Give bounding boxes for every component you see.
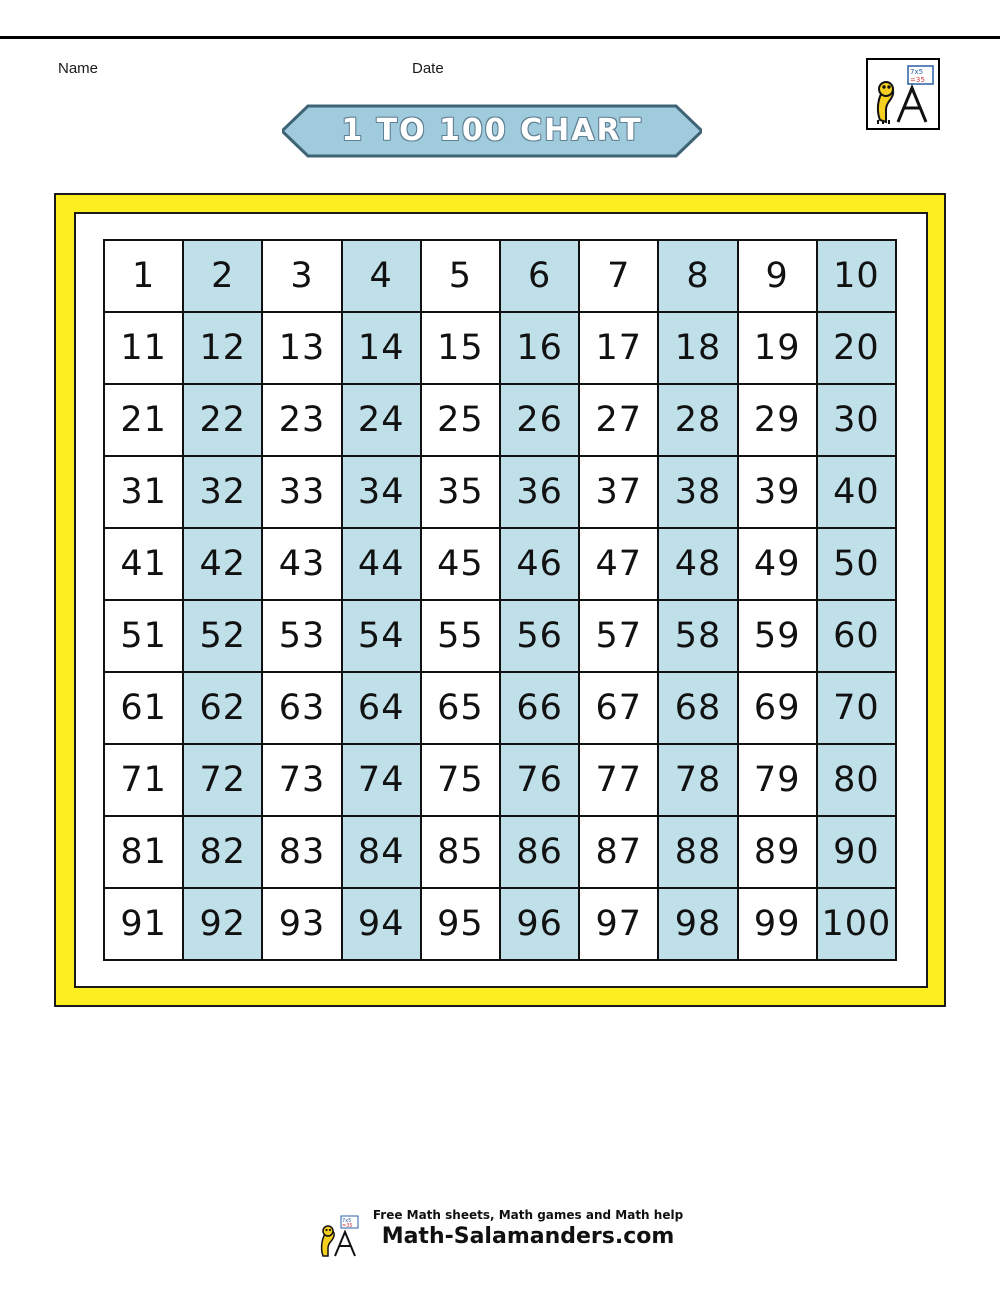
- chart-cell: 75: [422, 745, 501, 817]
- chart-cell: 98: [659, 889, 738, 961]
- chart-cell: 88: [659, 817, 738, 889]
- svg-text:7x5: 7x5: [910, 68, 924, 76]
- title-banner: [282, 104, 702, 158]
- hundred-chart-grid: [103, 239, 897, 961]
- chart-cell: 19: [739, 313, 818, 385]
- chart-cell: 7: [580, 241, 659, 313]
- chart-cell: 25: [422, 385, 501, 457]
- chart-cell: 42: [184, 529, 263, 601]
- chart-cell: 96: [501, 889, 580, 961]
- chart-cell: 14: [343, 313, 422, 385]
- chart-cell: 78: [659, 745, 738, 817]
- chart-cell: 17: [580, 313, 659, 385]
- chart-cell: 59: [739, 601, 818, 673]
- chart-cell: 89: [739, 817, 818, 889]
- header-divider: [0, 36, 1000, 39]
- chart-cell: 50: [818, 529, 897, 601]
- chart-cell: 66: [501, 673, 580, 745]
- chart-cell: 87: [580, 817, 659, 889]
- chart-cell: 53: [263, 601, 342, 673]
- chart-cell: 22: [184, 385, 263, 457]
- chart-cell: 29: [739, 385, 818, 457]
- salamander-math-logo-icon: [866, 58, 940, 130]
- chart-cell: 47: [580, 529, 659, 601]
- chart-cell: 32: [184, 457, 263, 529]
- chart-cell: 36: [501, 457, 580, 529]
- chart-cell: 26: [501, 385, 580, 457]
- chart-cell: 27: [580, 385, 659, 457]
- chart-cell: 16: [501, 313, 580, 385]
- chart-cell: 6: [501, 241, 580, 313]
- chart-cell: 21: [105, 385, 184, 457]
- chart-cell: 77: [580, 745, 659, 817]
- svg-text:=35: =35: [910, 76, 925, 84]
- chart-cell: 52: [184, 601, 263, 673]
- chart-cell: 57: [580, 601, 659, 673]
- chart-cell: 70: [818, 673, 897, 745]
- chart-cell: 1: [105, 241, 184, 313]
- salamander-logo-icon: [317, 1214, 367, 1258]
- chart-cell: 58: [659, 601, 738, 673]
- chart-cell: 95: [422, 889, 501, 961]
- chart-cell: 49: [739, 529, 818, 601]
- chart-cell: 84: [343, 817, 422, 889]
- chart-cell: 100: [818, 889, 897, 961]
- svg-text:7x5: 7x5: [341, 1218, 352, 1224]
- chart-cell: 74: [343, 745, 422, 817]
- chart-cell: 24: [343, 385, 422, 457]
- chart-cell: 45: [422, 529, 501, 601]
- page-title: 1 TO 100 CHART: [341, 113, 643, 148]
- chart-cell: 39: [739, 457, 818, 529]
- chart-cell: 2: [184, 241, 263, 313]
- chart-cell: 94: [343, 889, 422, 961]
- chart-cell: 33: [263, 457, 342, 529]
- chart-cell: 10: [818, 241, 897, 313]
- footer: [0, 1208, 1000, 1249]
- chart-cell: 41: [105, 529, 184, 601]
- chart-cell: 90: [818, 817, 897, 889]
- chart-cell: 65: [422, 673, 501, 745]
- chart-cell: 38: [659, 457, 738, 529]
- chart-cell: 85: [422, 817, 501, 889]
- svg-text:=35: =35: [341, 1223, 353, 1229]
- chart-cell: 73: [263, 745, 342, 817]
- chart-cell: 46: [501, 529, 580, 601]
- chart-cell: 67: [580, 673, 659, 745]
- chart-cell: 93: [263, 889, 342, 961]
- chart-cell: 83: [263, 817, 342, 889]
- footer-brand: Math-Salamanders.com: [381, 1224, 675, 1249]
- chart-cell: 18: [659, 313, 738, 385]
- chart-cell: 9: [739, 241, 818, 313]
- name-label: Name: [58, 60, 99, 77]
- footer-tagline: Free Math sheets, Math games and Math help: [372, 1208, 684, 1222]
- chart-cell: 79: [739, 745, 818, 817]
- chart-cell: 48: [659, 529, 738, 601]
- chart-cell: 37: [580, 457, 659, 529]
- chart-cell: 31: [105, 457, 184, 529]
- chart-cell: 62: [184, 673, 263, 745]
- chart-cell: 4: [343, 241, 422, 313]
- chart-cell: 97: [580, 889, 659, 961]
- chart-cell: 63: [263, 673, 342, 745]
- chart-cell: 11: [105, 313, 184, 385]
- chart-cell: 12: [184, 313, 263, 385]
- chart-cell: 86: [501, 817, 580, 889]
- chart-cell: 34: [343, 457, 422, 529]
- chart-cell: 51: [105, 601, 184, 673]
- chart-cell: 15: [422, 313, 501, 385]
- chart-cell: 92: [184, 889, 263, 961]
- chart-cell: 43: [263, 529, 342, 601]
- chart-cell: 55: [422, 601, 501, 673]
- chart-cell: 20: [818, 313, 897, 385]
- chart-cell: 61: [105, 673, 184, 745]
- chart-cell: 82: [184, 817, 263, 889]
- chart-cell: 8: [659, 241, 738, 313]
- chart-cell: 35: [422, 457, 501, 529]
- chart-cell: 68: [659, 673, 738, 745]
- chart-cell: 64: [343, 673, 422, 745]
- chart-cell: 71: [105, 745, 184, 817]
- chart-cell: 99: [739, 889, 818, 961]
- chart-cell: 40: [818, 457, 897, 529]
- chart-cell: 5: [422, 241, 501, 313]
- date-label: Date: [412, 60, 444, 77]
- chart-cell: 76: [501, 745, 580, 817]
- chart-cell: 56: [501, 601, 580, 673]
- chart-cell: 60: [818, 601, 897, 673]
- chart-cell: 80: [818, 745, 897, 817]
- chart-cell: 69: [739, 673, 818, 745]
- chart-cell: 54: [343, 601, 422, 673]
- chart-cell: 3: [263, 241, 342, 313]
- chart-cell: 81: [105, 817, 184, 889]
- chart-cell: 13: [263, 313, 342, 385]
- chart-cell: 91: [105, 889, 184, 961]
- chart-cell: 28: [659, 385, 738, 457]
- chart-cell: 72: [184, 745, 263, 817]
- chart-cell: 44: [343, 529, 422, 601]
- chart-cell: 23: [263, 385, 342, 457]
- chart-cell: 30: [818, 385, 897, 457]
